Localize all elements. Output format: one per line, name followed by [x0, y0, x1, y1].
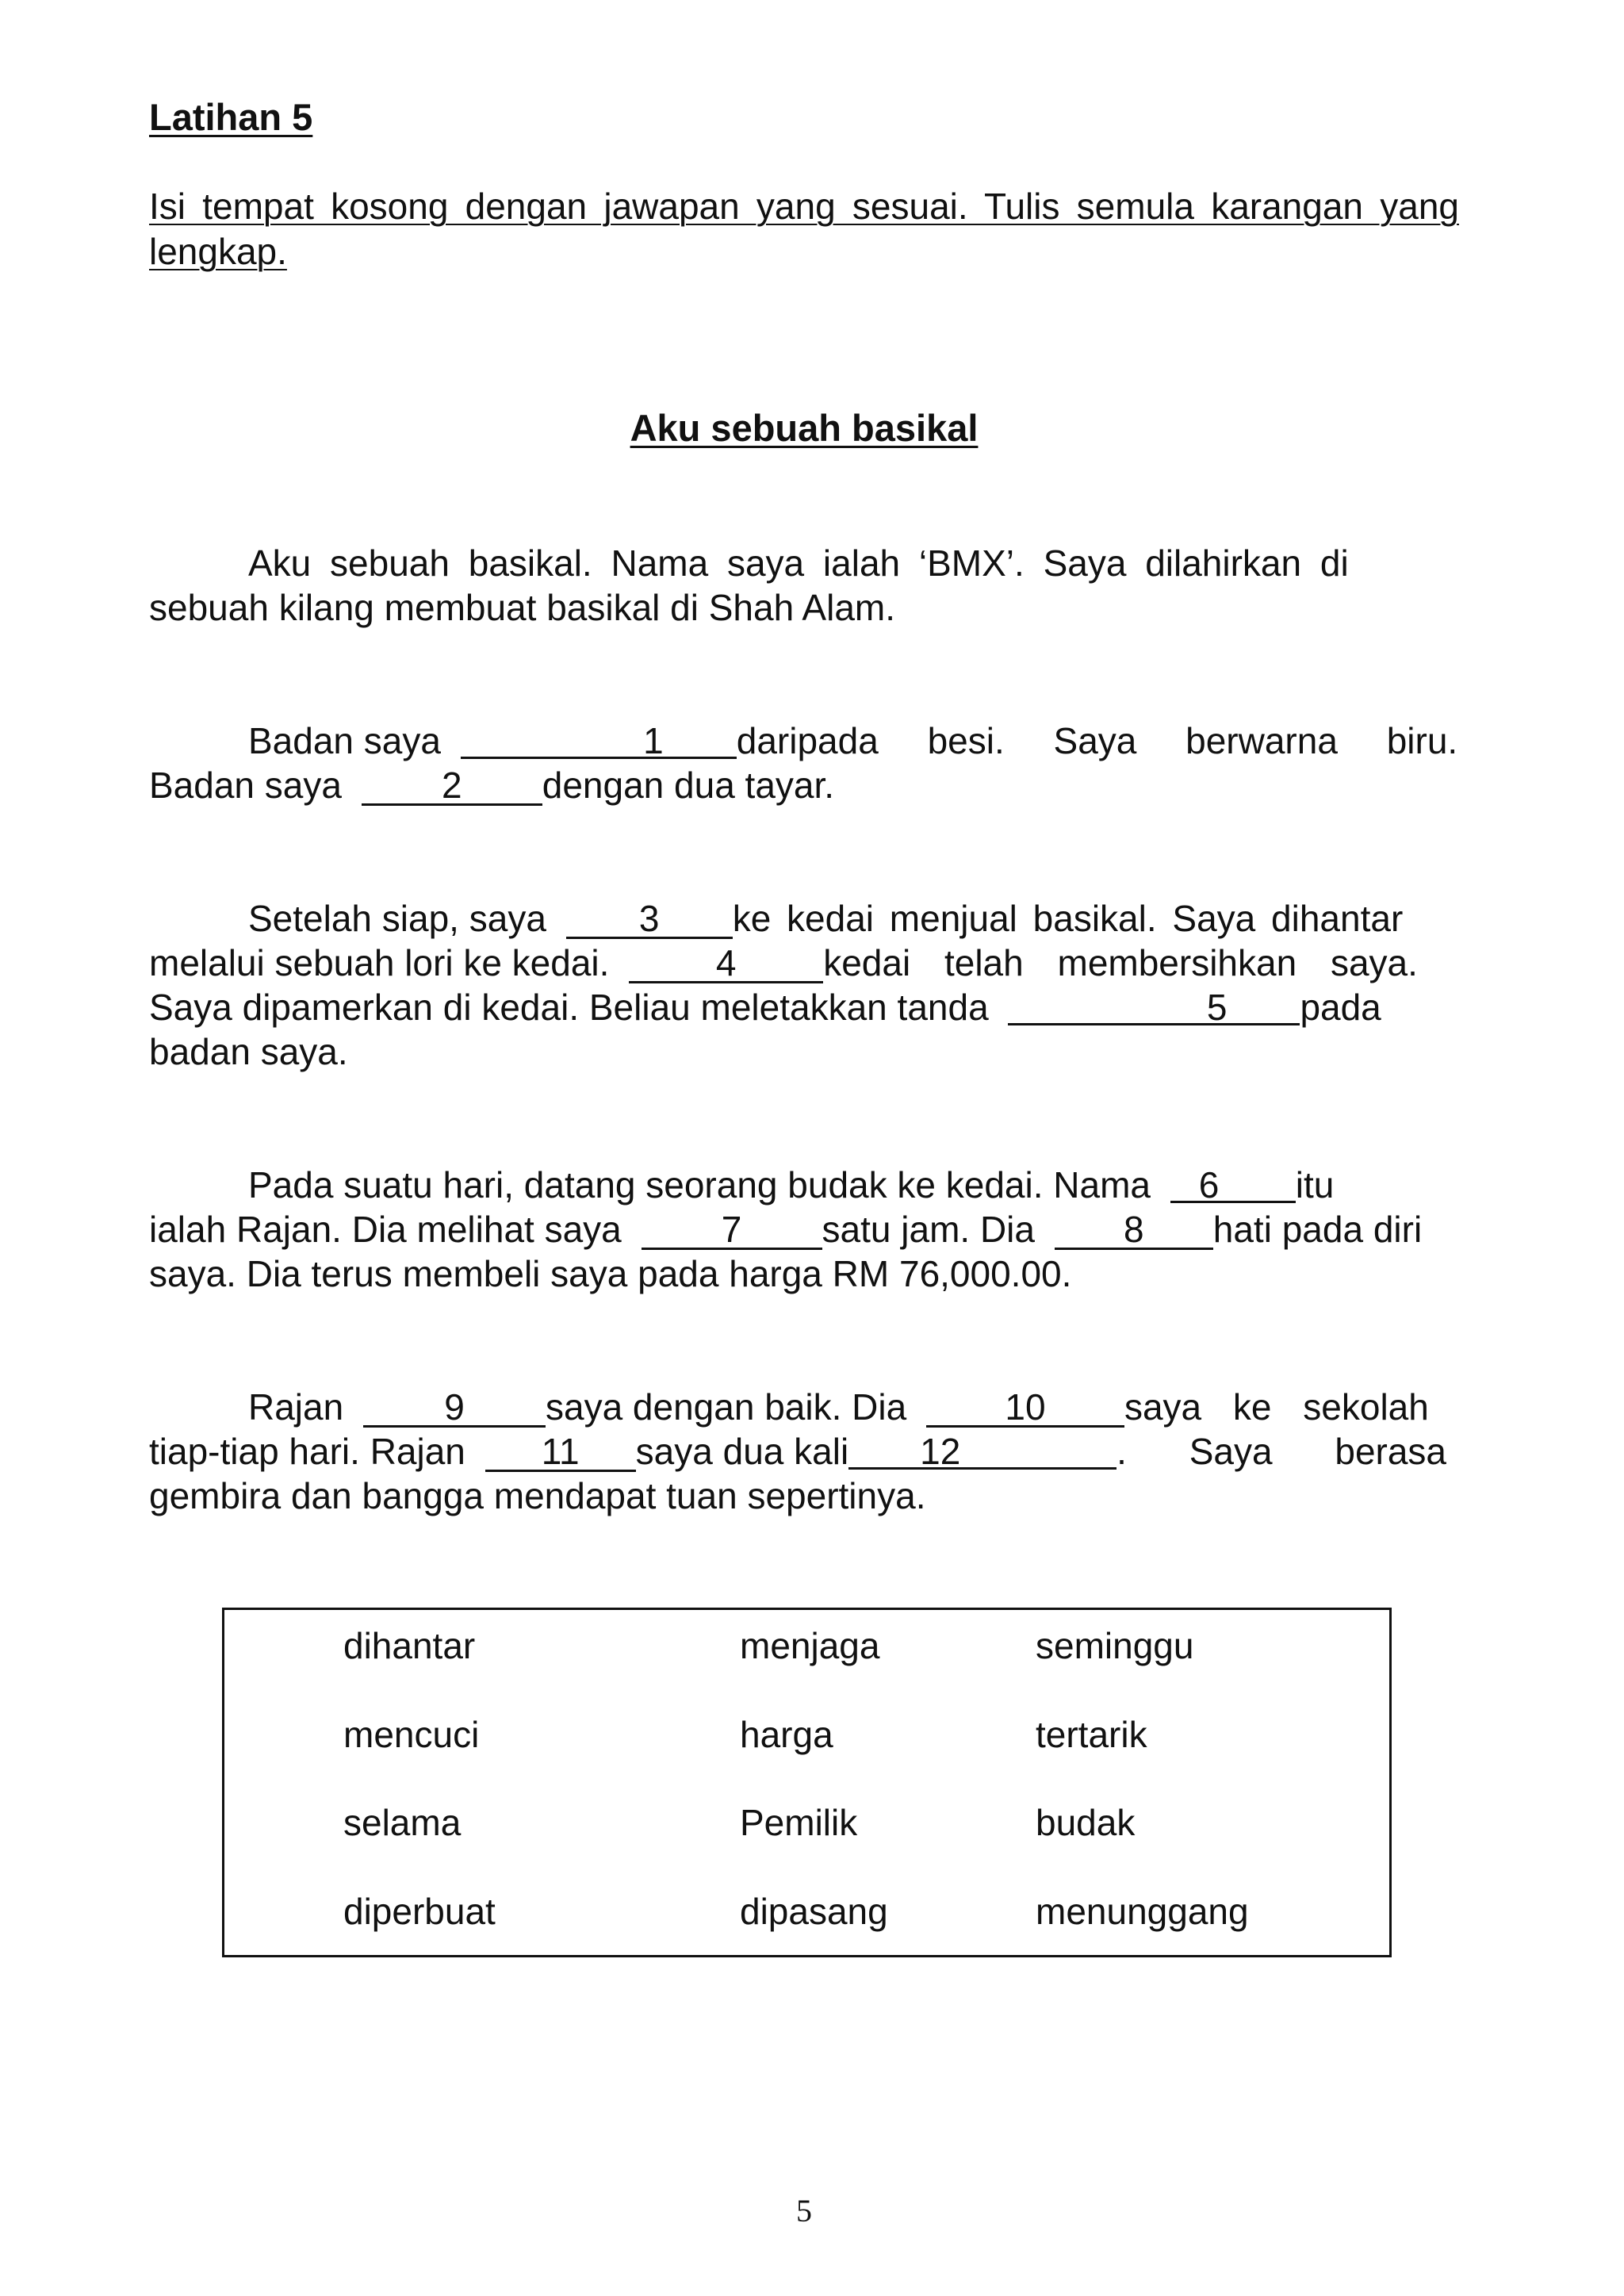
word-bank-item: diperbuat	[343, 1891, 496, 1932]
word-bank-item: harga	[740, 1714, 833, 1755]
word-bank-item: tertarik	[1036, 1714, 1147, 1755]
paragraph-1-line-2: sebuah kilang membuat basikal di Shah Alam.	[149, 587, 896, 628]
essay-title-text: Aku sebuah basikal	[630, 407, 979, 449]
paragraph-3-line-3: Saya dipamerkan di kedai. Beliau meletakkan tanda 5 pada	[149, 987, 1381, 1028]
blank-1[interactable]: 1	[461, 723, 737, 759]
paragraph-5-line-1: Rajan 9 saya dengan baik. Dia 10 saya ke sekolah	[248, 1386, 1429, 1428]
paragraph-4-line-1: Pada suatu hari, datang seorang budak ke kedai. Nama 6 itu	[248, 1164, 1335, 1205]
paragraph-2-line-1: Badan saya 1 daripada besi. Saya berwarna biru.	[248, 720, 1458, 761]
blank-11[interactable]: 11	[485, 1433, 636, 1472]
instruction-underlined: Isi tempat kosong dengan jawapan yang sesuai. Tulis semula karangan yang lengkap.	[149, 186, 1459, 272]
word-bank-item: seminggu	[1036, 1625, 1194, 1666]
blank-6[interactable]: 6	[1170, 1167, 1296, 1203]
blank-2[interactable]: 2	[362, 767, 542, 806]
paragraph-4	[149, 1163, 1459, 1296]
paragraph-1-line-1: Aku sebuah basikal. Nama saya ialah ‘BMX’. Saya dilahirkan di	[248, 542, 1349, 584]
word-bank-item: Pemilik	[740, 1802, 858, 1843]
paragraph-3-line-4: badan saya.	[149, 1031, 348, 1072]
word-bank-item: dihantar	[343, 1625, 476, 1666]
blank-10[interactable]: 10	[926, 1389, 1124, 1428]
word-bank-item: budak	[1036, 1802, 1136, 1843]
paragraph-1	[149, 541, 1459, 630]
essay-title	[0, 406, 1608, 450]
word-bank-item: menjaga	[740, 1625, 880, 1666]
word-bank-item: menunggang	[1036, 1891, 1249, 1932]
word-bank-item: dipasang	[740, 1891, 888, 1932]
paragraph-2	[149, 719, 1459, 807]
paragraph-3-line-2: melalui sebuah lori ke kedai. 4 kedai telah membersihkan saya.	[149, 942, 1418, 983]
word-bank-box	[222, 1608, 1392, 1957]
paragraph-5-line-2: tiap-tiap hari. Rajan 11 saya dua kali 12 . Saya berasa	[149, 1431, 1447, 1472]
paragraph-5	[149, 1385, 1459, 1518]
exercise-heading: Latihan 5	[149, 96, 313, 138]
paragraph-3	[149, 896, 1459, 1074]
blank-8[interactable]: 8	[1055, 1211, 1213, 1250]
blank-3[interactable]: 3	[566, 900, 733, 939]
blank-9[interactable]: 9	[363, 1389, 546, 1428]
instruction-text	[149, 184, 1459, 274]
word-bank-item: mencuci	[343, 1714, 480, 1755]
blank-12[interactable]: 12	[848, 1433, 1116, 1470]
page-number: 5	[796, 2193, 812, 2229]
blank-4[interactable]: 4	[629, 945, 823, 983]
paragraph-4-line-2: ialah Rajan. Dia melihat saya 7 satu jam. Dia 8 hati pada diri	[149, 1209, 1423, 1250]
paragraph-3-line-1: Setelah siap, saya 3 ke kedai menjual basikal. Saya dihantar	[248, 898, 1404, 939]
word-bank-item: selama	[343, 1802, 462, 1843]
blank-5[interactable]: 5	[1008, 989, 1300, 1025]
paragraph-5-line-3: gembira dan bangga mendapat tuan sepertinya.	[149, 1475, 926, 1516]
paragraph-2-line-2: Badan saya 2 dengan dua tayar.	[149, 765, 835, 806]
paragraph-4-line-3: saya. Dia terus membeli saya pada harga RM 76,000.00.	[149, 1253, 1072, 1294]
blank-7[interactable]: 7	[642, 1211, 822, 1250]
